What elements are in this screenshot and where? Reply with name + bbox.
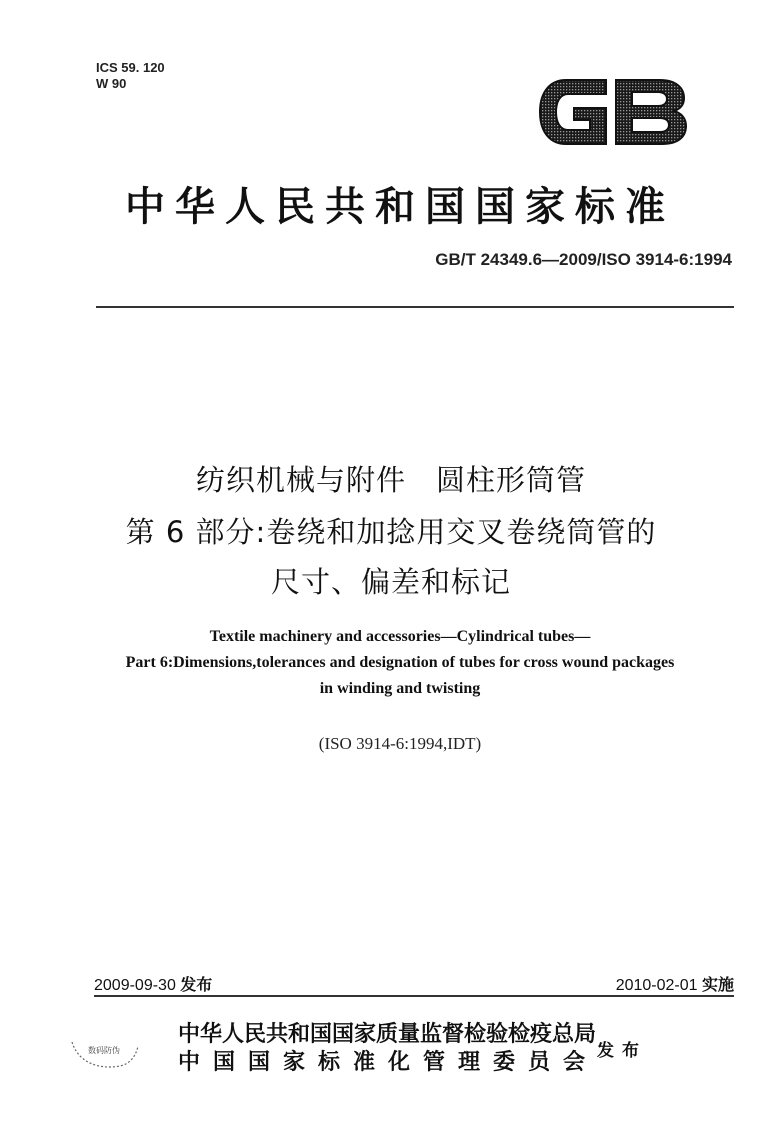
implement-label: 实施 (701, 975, 734, 994)
publisher-org-2: 中国国家标准化管理委员会 (178, 1050, 599, 1075)
english-title-line-2: Part 6:Dimensions,tolerances and designation of tubes for cross wound packages (125, 654, 675, 671)
implement-date: 2010-02-01 (615, 977, 698, 994)
anticounterfeit-label: 数码防伪 (88, 1046, 120, 1055)
ccs-code: W 90 (96, 76, 127, 91)
chinese-title-line-1: 纺织机械与附件 圆柱形筒管 (195, 463, 586, 497)
iso-reference: (ISO 3914-6:1994,IDT) (318, 734, 482, 753)
chinese-title-line-2: 第 6 部分:卷绕和加捻用交叉卷绕筒管的 (125, 515, 657, 549)
publish-label: 发布 (597, 1041, 647, 1061)
issue-date-block (94, 972, 212, 995)
publisher-org-1: 中华人民共和国国家质量监督检验检疫总局 (178, 1022, 597, 1047)
implement-date-block (540, 972, 734, 995)
gb-logo (536, 74, 690, 150)
chinese-title-line-3: 尺寸、偏差和标记 (270, 565, 511, 599)
footer-divider (94, 995, 734, 997)
classification-codes (96, 60, 165, 92)
standard-title: 中华人民共和国国家标准 (125, 183, 675, 230)
english-title-line-3: in winding and twisting (319, 680, 481, 697)
header-divider (96, 306, 734, 308)
english-title-line-1: Textile machinery and accessories—Cylindrical tubes— (209, 628, 591, 645)
issue-date: 2009-09-30 (94, 977, 176, 994)
ics-code: ICS 59. 120 (96, 60, 165, 75)
issue-label: 发布 (180, 975, 213, 994)
standard-code: GB/T 24349.6—2009/ISO 3914-6:1994 (435, 250, 732, 269)
